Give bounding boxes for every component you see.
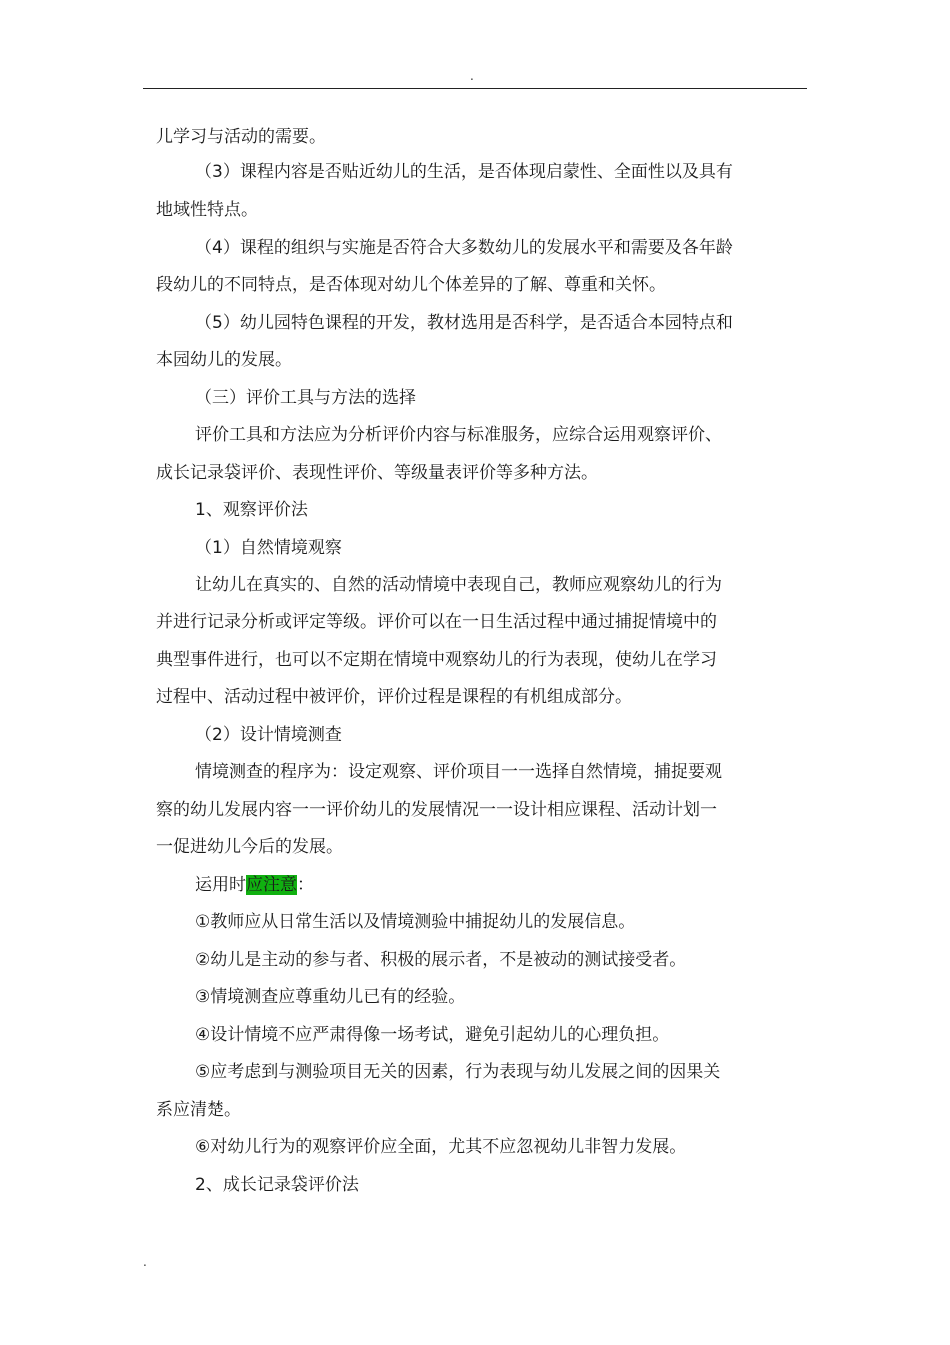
text-line: 段幼儿的不同特点，是否体现对幼儿个体差异的了解、尊重和关怀。 (156, 275, 666, 295)
subsection-heading: 1、观察评价法 (195, 500, 308, 520)
subsection-heading: （1）自然情境观察 (195, 538, 342, 558)
text-line: 过程中、活动过程中被评价，评价过程是课程的有机组成部分。 (156, 687, 632, 707)
text-line: 情境测查的程序为：设定观察、评价项目一一选择自然情境，捕捉要观 (195, 762, 722, 782)
note-colon: ： (297, 875, 314, 895)
text-line: （3）课程内容是否贴近幼儿的生活，是否体现启蒙性、全面性以及具有 (195, 162, 733, 182)
text-line: 典型事件进行，也可以不定期在情境中观察幼儿的行为表现，使幼儿在学习 (156, 650, 717, 670)
subsection-heading: 2、成长记录袋评价法 (195, 1175, 359, 1195)
header-mark: . (470, 69, 474, 83)
note-line (195, 872, 815, 898)
text-line: 成长记录袋评价、表现性评价、等级量表评价等多种方法。 (156, 463, 598, 483)
header-rule (143, 88, 807, 89)
text-line: （5）幼儿园特色课程的开发，教材选用是否科学，是否适合本园特点和 (195, 313, 733, 333)
footer-mark: . (143, 1255, 147, 1269)
text-line: 让幼儿在真实的、自然的活动情境中表现自己，教师应观察幼儿的行为 (195, 575, 722, 595)
text-line: 并进行记录分析或评定等级。评价可以在一日生活过程中通过捕捉情境中的 (156, 612, 717, 632)
text-line: 察的幼儿发展内容一一评价幼儿的发展情况一一设计相应课程、活动计划一 (156, 800, 717, 820)
section-heading: （三）评价工具与方法的选择 (195, 388, 416, 408)
highlighted-text: 应注意 (246, 875, 297, 895)
list-item: ④设计情境不应严肃得像一场考试，避免引起幼儿的心理负担。 (195, 1025, 670, 1045)
text-line: 评价工具和方法应为分析评价内容与标准服务，应综合运用观察评价、 (195, 425, 722, 445)
text-line: 一促进幼儿今后的发展。 (156, 837, 343, 857)
text-line: 本园幼儿的发展。 (156, 350, 292, 370)
note-prefix: 运用时 (195, 875, 246, 895)
text-line: 地域性特点。 (156, 200, 258, 220)
list-item: ⑤应考虑到与测验项目无关的因素，行为表现与幼儿发展之间的因果关 (195, 1062, 721, 1082)
list-item: ③情境测查应尊重幼儿已有的经验。 (195, 987, 466, 1007)
list-item-continuation: 系应清楚。 (156, 1100, 241, 1120)
text-line: （4）课程的组织与实施是否符合大多数幼儿的发展水平和需要及各年龄 (195, 238, 733, 258)
text-line: 儿学习与活动的需要。 (156, 127, 326, 147)
list-item: ②幼儿是主动的参与者、积极的展示者，不是被动的测试接受者。 (195, 950, 687, 970)
list-item: ①教师应从日常生活以及情境测验中捕捉幼儿的发展信息。 (195, 912, 636, 932)
list-item: ⑥对幼儿行为的观察评价应全面，尤其不应忽视幼儿非智力发展。 (195, 1137, 687, 1157)
subsection-heading: （2）设计情境测查 (195, 725, 342, 745)
